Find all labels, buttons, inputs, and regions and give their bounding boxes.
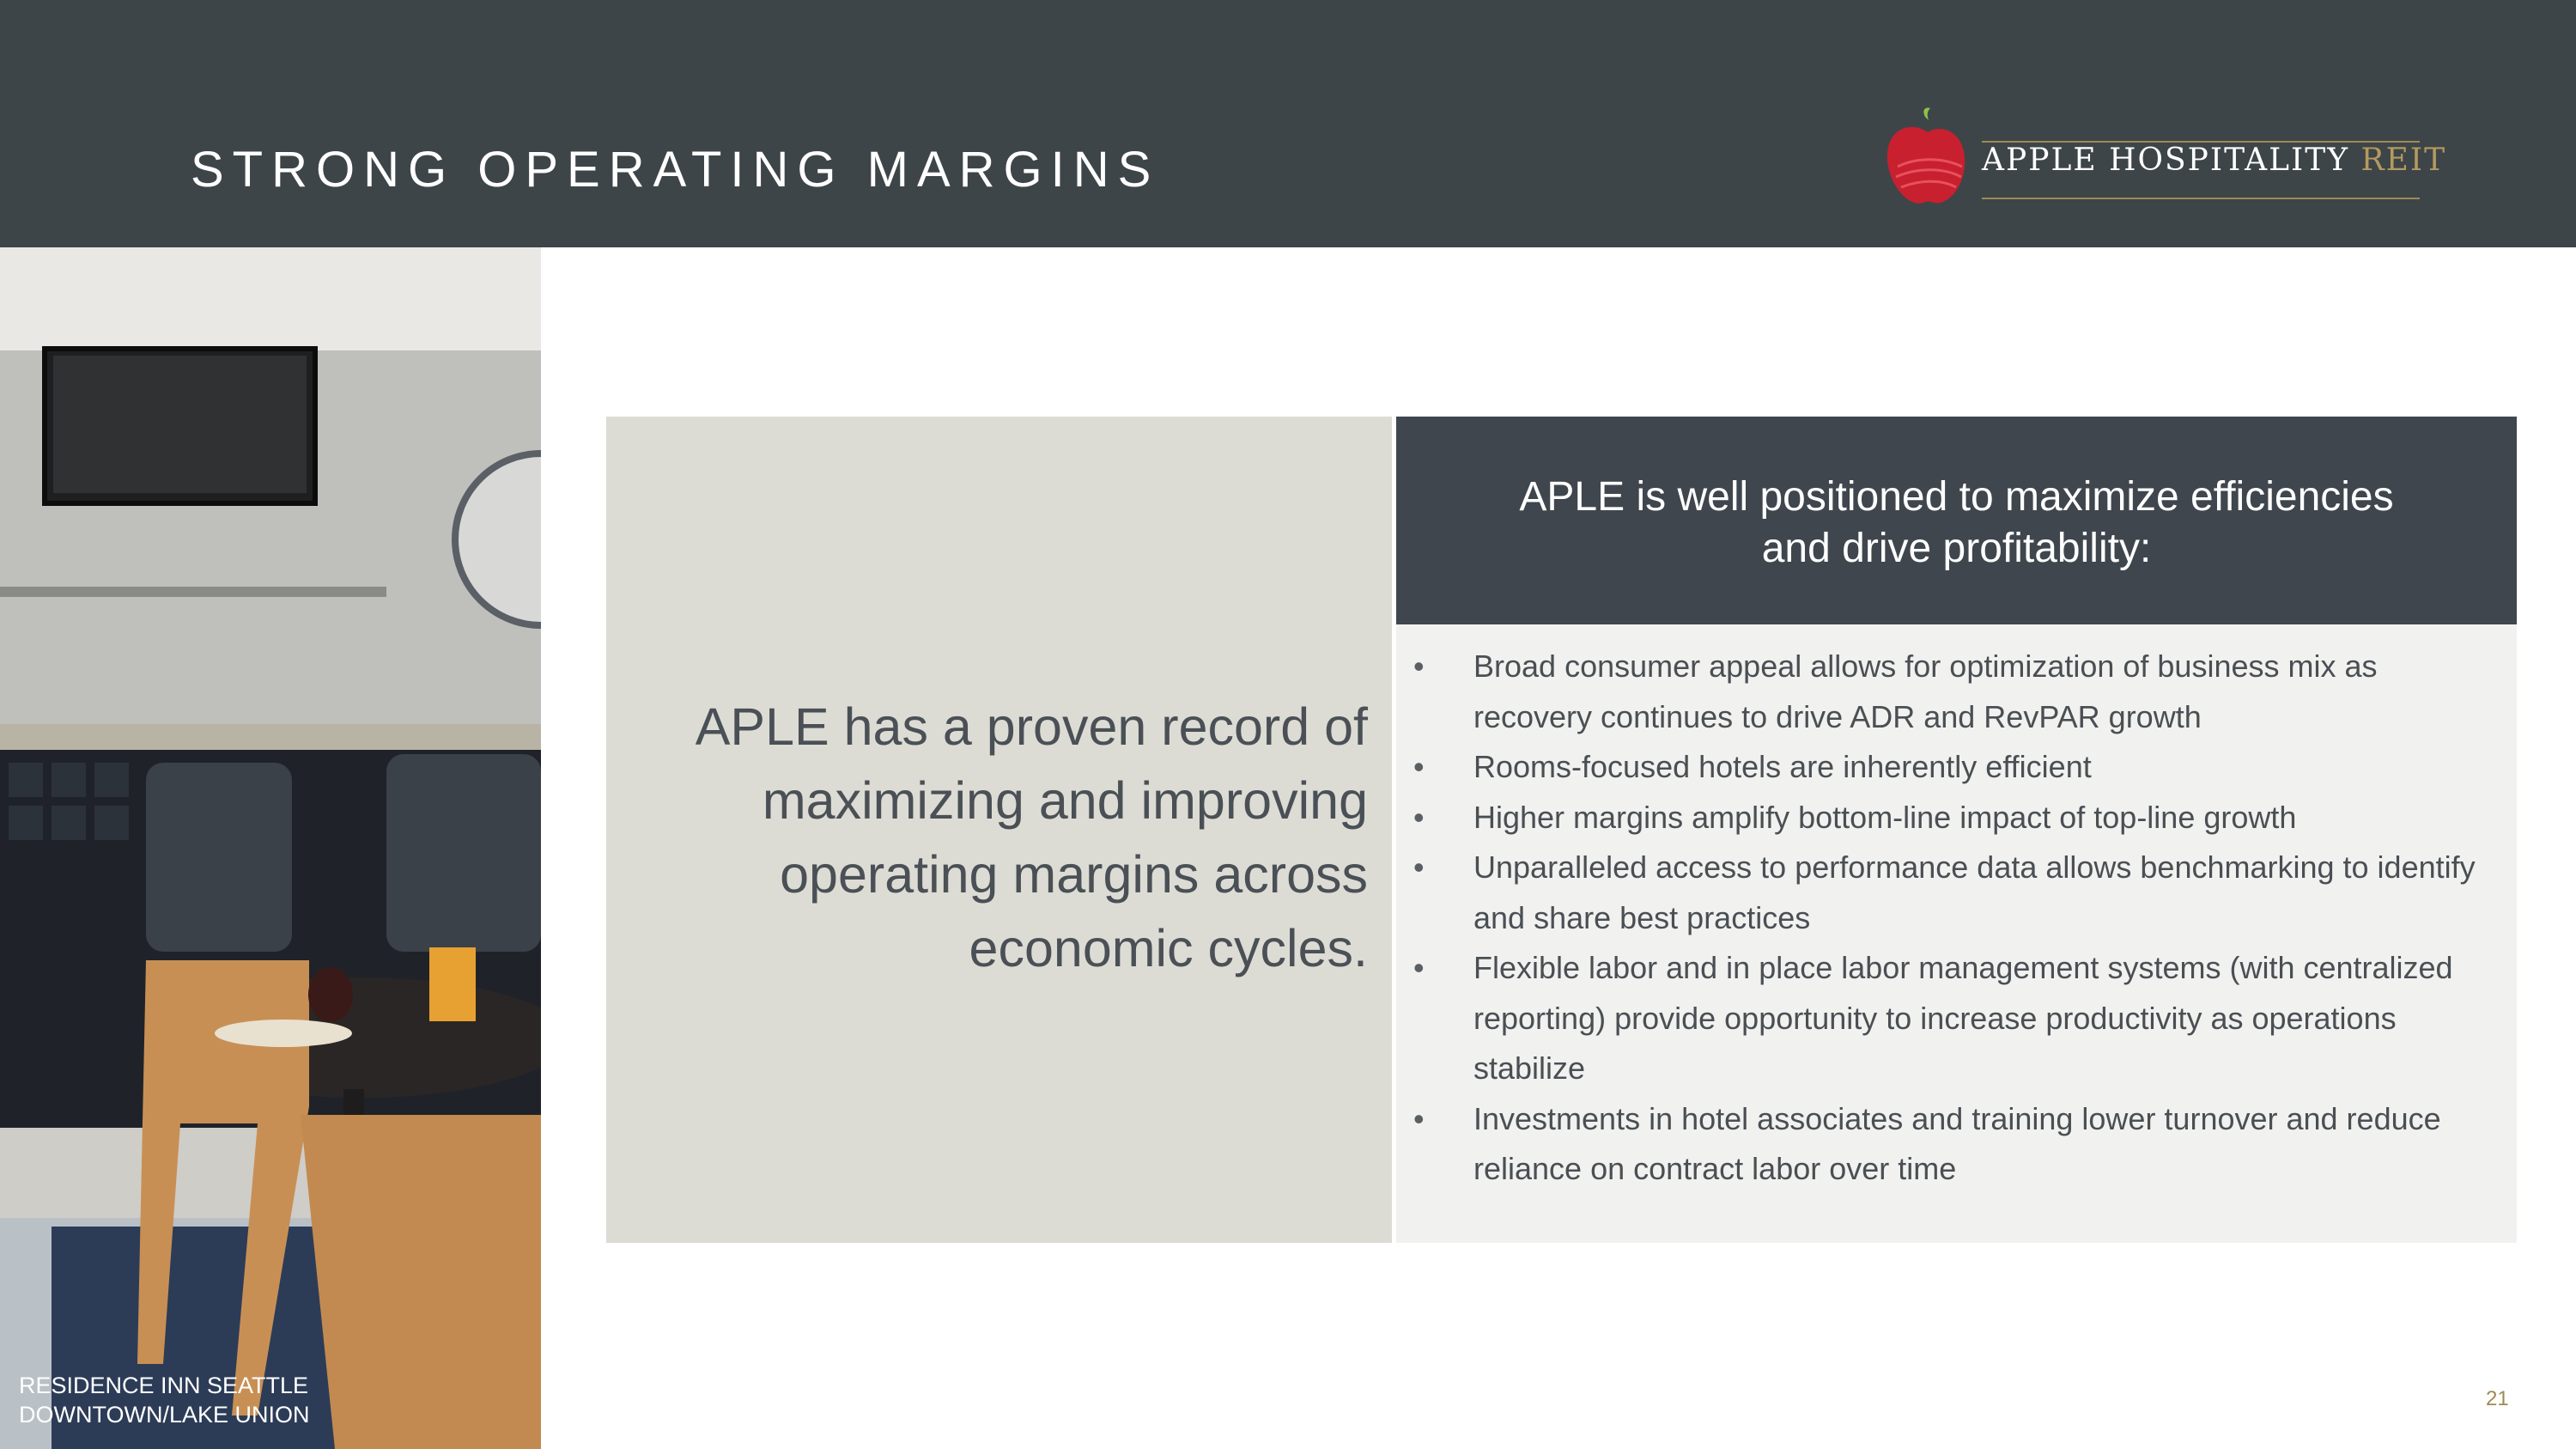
photo-caption-line1: RESIDENCE INN SEATTLE xyxy=(19,1373,309,1398)
company-logo xyxy=(1880,107,2447,210)
logo-suffix: REIT xyxy=(2360,143,2447,178)
logo-text xyxy=(1982,143,2446,178)
logo-name: APPLE HOSPITALITY xyxy=(1982,143,2350,178)
positioning-heading-panel xyxy=(1396,417,2517,624)
positioning-heading-line2: and drive profitability: xyxy=(1761,526,2152,571)
positioning-heading-line1: APLE is well positioned to maximize efficiencies xyxy=(1519,474,2394,520)
bullet-item: • Investments in hotel associates and training lower turnover and reduce reliance on contract labor over time xyxy=(1473,1094,2504,1195)
record-statement: APLE has a proven record of maximizing and improving operating margins across economic cycles. xyxy=(695,697,1368,977)
page-title: STRONG OPERATING MARGINS xyxy=(191,142,1160,198)
logo-rule-bottom xyxy=(1982,198,2420,199)
photo-caption xyxy=(19,1371,500,1429)
bullet-item: • Unparalleled access to performance data allows benchmarking to identify and share best practices xyxy=(1473,843,2504,943)
record-statement-panel xyxy=(606,417,1392,1243)
apple-icon xyxy=(1880,107,1975,210)
positioning-heading xyxy=(1396,472,2517,575)
bullet-item: • Higher margins amplify bottom-line impact of top-line growth xyxy=(1473,793,2504,843)
positioning-bullets-panel xyxy=(1396,624,2517,1243)
bullet-list xyxy=(1473,642,2504,1195)
header-bar xyxy=(0,0,2576,247)
hotel-bar-photo xyxy=(0,247,541,1449)
photo-caption-line2: DOWNTOWN/LAKE UNION xyxy=(19,1402,310,1428)
bullet-item: • Broad consumer appeal allows for optimization of business mix as recovery continues to drive ADR and RevPAR growth xyxy=(1473,642,2504,742)
bullet-item: • Flexible labor and in place labor management systems (with centralized reporting) provide opportunity to increase productivity as operations stabilize xyxy=(1473,943,2504,1094)
page-number: 21 xyxy=(2486,1387,2509,1410)
bullet-item: • Rooms-focused hotels are inherently efficient xyxy=(1473,742,2504,793)
photo-illustration xyxy=(0,247,541,1449)
